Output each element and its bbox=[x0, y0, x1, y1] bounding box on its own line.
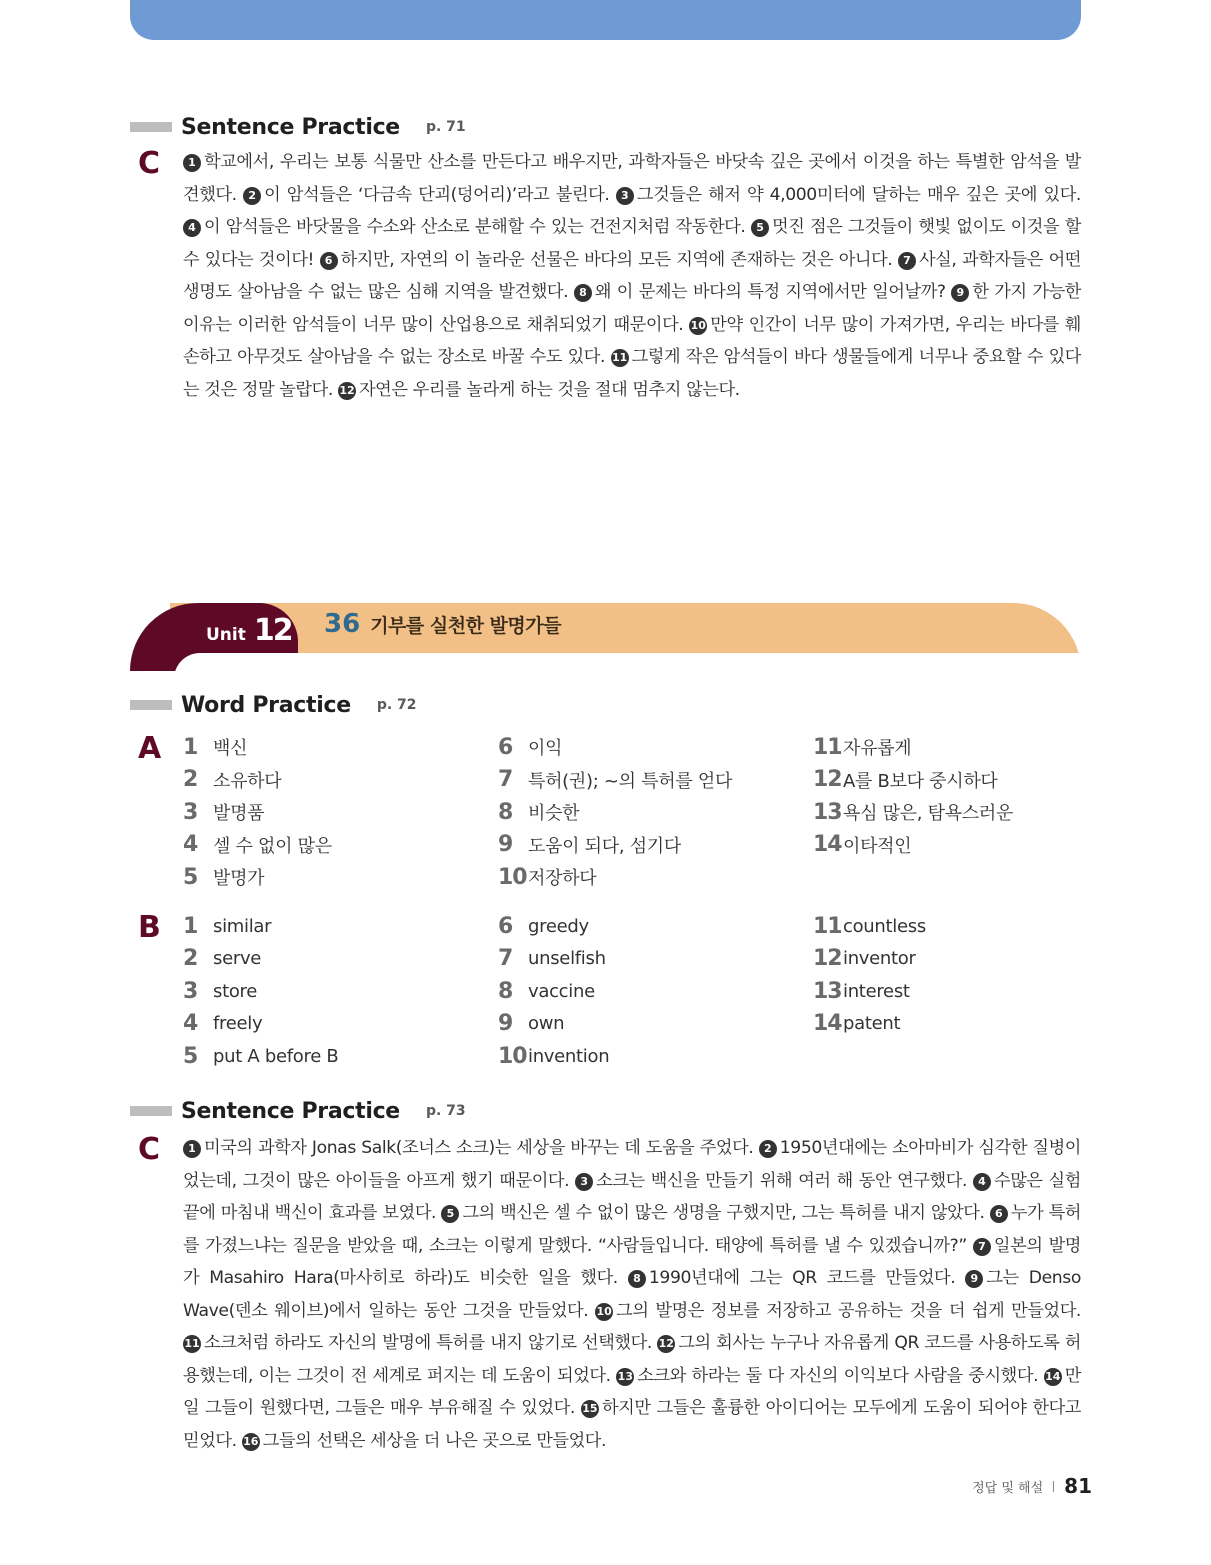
page-footer bbox=[972, 1474, 1092, 1498]
word-item-text: 저장하다 bbox=[528, 868, 597, 889]
sentence-number-marker: 3 bbox=[616, 187, 634, 205]
word-item bbox=[183, 975, 257, 1007]
word-item bbox=[183, 764, 281, 796]
section-marker-bar bbox=[130, 700, 172, 710]
word-item-text: put A before B bbox=[213, 1045, 339, 1067]
footer-divider bbox=[1053, 1481, 1054, 1492]
word-item bbox=[498, 764, 732, 796]
word-item-text: A를 B보다 중시하다 bbox=[843, 770, 998, 792]
word-item-text: 이타적인 bbox=[843, 835, 912, 857]
sentence-text: 일본의 발명가 Masahiro Hara(마사히로 하라)도 비슷한 일을 했다. bbox=[183, 1235, 1081, 1288]
sentence-text: 사실, 과학자들은 어떤 생명도 살아남을 수 없는 많은 심해 지역을 발견했다. bbox=[183, 249, 1081, 302]
sentence bbox=[183, 1333, 657, 1353]
section-header-sentence-practice-2 bbox=[130, 1096, 466, 1126]
word-item bbox=[183, 910, 271, 942]
word-item-text: 자유롭게 bbox=[843, 738, 912, 759]
word-item-number: 14 bbox=[813, 832, 842, 857]
sentence bbox=[441, 1203, 989, 1223]
sentence bbox=[183, 217, 751, 237]
sentence-text: 미국의 과학자 Jonas Salk(조너스 소크)는 세상을 바꾸는 데 도움을 주었다. bbox=[204, 1138, 754, 1158]
word-item-text: 이익 bbox=[528, 738, 563, 759]
word-item-number: 3 bbox=[183, 978, 198, 1004]
word-item bbox=[498, 1040, 609, 1072]
sentence bbox=[320, 250, 898, 270]
sentence-number-marker: 4 bbox=[973, 1173, 991, 1191]
footer-label: 정답 및 해설 bbox=[972, 1480, 1044, 1496]
sentence-text: 하지만, 자연의 이 놀라운 선물은 바다의 모든 지역에 존재하는 것은 아니다. bbox=[340, 249, 893, 270]
word-item bbox=[498, 829, 681, 861]
sentence-number-marker: 16 bbox=[242, 1433, 260, 1451]
sentence-text: 그의 백신은 셀 수 없이 많은 생명을 구했지만, 그는 특허를 내지 않았다. bbox=[462, 1203, 985, 1223]
word-item bbox=[498, 1008, 564, 1040]
sentence-number-marker: 2 bbox=[759, 1140, 777, 1158]
word-item-number: 13 bbox=[813, 799, 842, 825]
word-item-number: 8 bbox=[498, 799, 513, 825]
sentence-number-marker: 12 bbox=[657, 1335, 675, 1353]
sentence-number-marker: 11 bbox=[611, 349, 629, 367]
sentence-text: 이 암석들은 바닷물을 수소와 산소로 분해할 수 있는 건전지처럼 작동한다. bbox=[204, 217, 746, 237]
word-item bbox=[813, 1008, 900, 1040]
word-item-number: 2 bbox=[183, 767, 198, 792]
word-item-text: similar bbox=[213, 915, 272, 937]
word-item-text: 백신 bbox=[213, 738, 248, 759]
lesson-heading bbox=[324, 609, 561, 639]
sentence-number-marker: 6 bbox=[320, 252, 338, 270]
lesson-number: 36 bbox=[324, 609, 361, 639]
sentence-text: 이 암석들은 ‘다금속 단괴(덩어리)’라고 불린다. bbox=[264, 184, 610, 205]
sentence bbox=[575, 1171, 973, 1191]
section-marker-bar bbox=[130, 122, 172, 132]
word-item bbox=[183, 861, 264, 893]
word-item bbox=[183, 796, 264, 828]
sentence-text: 그것들은 해저 약 4,000미터에 달하는 매우 깊은 곳에 있다. bbox=[636, 184, 1081, 205]
sentence bbox=[243, 185, 616, 205]
exercise-letter-c: C bbox=[138, 1132, 161, 1167]
word-item-text: 도움이 되다, 섬기다 bbox=[528, 835, 681, 857]
word-item-number: 1 bbox=[183, 913, 198, 939]
unit-banner bbox=[130, 603, 1081, 671]
word-item-number: 5 bbox=[183, 864, 198, 890]
sentence-number-marker: 10 bbox=[689, 317, 707, 335]
exercise-letter-c: C bbox=[138, 146, 161, 181]
sentence-practice-paragraph-2 bbox=[183, 1132, 1081, 1457]
word-item-number: 12 bbox=[813, 946, 842, 971]
section-header-sentence-practice-1 bbox=[130, 112, 466, 142]
sentence-text: 1990년대에 그는 QR 코드를 만들었다. bbox=[648, 1268, 956, 1288]
sentence-text: 만일 그들이 원했다면, 그들은 매우 부유해질 수 있었다. bbox=[183, 1365, 1081, 1418]
word-item-number: 5 bbox=[183, 1043, 198, 1069]
word-item-text: serve bbox=[213, 948, 262, 969]
sentence-number-marker: 4 bbox=[183, 219, 201, 237]
section-page-ref: p. 72 bbox=[376, 697, 417, 713]
sentence-text: 소크는 백신을 만들기 위해 여러 해 동안 연구했다. bbox=[596, 1170, 968, 1191]
page-number: 81 bbox=[1064, 1474, 1092, 1498]
word-item-number: 11 bbox=[813, 913, 842, 939]
word-item-text: 발명품 bbox=[213, 803, 265, 824]
word-item-text: interest bbox=[843, 980, 910, 1002]
word-item bbox=[498, 861, 596, 893]
word-item-number: 6 bbox=[498, 913, 513, 939]
sentence-text: 하지만 그들은 훌륭한 아이디어는 모두에게 도움이 되어야 한다고 믿었다. bbox=[183, 1398, 1082, 1451]
word-item-text: own bbox=[528, 1013, 565, 1034]
section-marker-bar bbox=[130, 1106, 172, 1116]
word-item bbox=[813, 910, 926, 942]
sentence-number-marker: 8 bbox=[628, 1270, 646, 1288]
sentence-number-marker: 6 bbox=[990, 1205, 1008, 1223]
word-item-text: freely bbox=[213, 1013, 263, 1034]
sentence-text: 한 가지 가능한 이유는 이러한 암석들이 너무 많이 산업용으로 채취되었기 때문이다. bbox=[183, 282, 1081, 335]
sentence-number-marker: 15 bbox=[581, 1400, 599, 1418]
word-item-text: 소유하다 bbox=[213, 770, 282, 792]
sentence bbox=[616, 1366, 1043, 1386]
sentence-text: 소크처럼 하라도 자신의 발명에 특허를 내지 않기로 선택했다. bbox=[204, 1333, 652, 1353]
word-item bbox=[813, 829, 911, 861]
sentence bbox=[183, 1138, 759, 1158]
sentence-text: 소크와 하라는 둘 다 자신의 이익보다 사람을 중시했다. bbox=[637, 1365, 1039, 1386]
sentence-number-marker: 13 bbox=[616, 1368, 634, 1386]
word-item-number: 8 bbox=[498, 978, 513, 1004]
sentence bbox=[628, 1268, 965, 1288]
word-item bbox=[498, 910, 589, 942]
sentence-text: 그렇게 작은 암석들이 바다 생물들에게 너무나 중요할 수 있다는 것은 정말 놀랍다. bbox=[183, 347, 1081, 400]
unit-label: Unit 12 bbox=[206, 613, 292, 648]
sentence-number-marker: 5 bbox=[441, 1205, 459, 1223]
sentence-text: 그는 Denso Wave(덴소 웨이브)에서 일하는 동안 그것을 만들었다. bbox=[183, 1268, 1081, 1321]
word-item-number: 12 bbox=[813, 767, 842, 792]
sentence-number-marker: 3 bbox=[575, 1173, 593, 1191]
unit-number: 12 bbox=[253, 613, 292, 648]
sentence-text: 학교에서, 우리는 보통 식물만 산소를 만든다고 배우지만, 과학자들은 바닷속 깊은 곳에서 이것을 하는 특별한 암석을 발견했다. bbox=[183, 152, 1081, 205]
word-item-number: 2 bbox=[183, 946, 198, 971]
word-item-text: 특허(권); ~의 특허를 얻다 bbox=[528, 770, 733, 792]
sentence-number-marker: 1 bbox=[183, 154, 201, 172]
word-item bbox=[183, 1040, 338, 1072]
sentence-number-marker: 10 bbox=[595, 1303, 613, 1321]
sentence bbox=[595, 1301, 1081, 1321]
word-item-number: 6 bbox=[498, 734, 513, 760]
sentence-number-marker: 7 bbox=[898, 252, 916, 270]
sentence-text: 멋진 점은 그것들이 햇빛 없이도 이것을 할 수 있다는 것이다! bbox=[183, 217, 1081, 270]
sentence-number-marker: 11 bbox=[183, 1335, 201, 1353]
word-item bbox=[498, 943, 606, 975]
section-page-ref: p. 73 bbox=[425, 1103, 466, 1119]
section-title: Sentence Practice bbox=[181, 1098, 400, 1124]
sentence-number-marker: 9 bbox=[951, 284, 969, 302]
section-page-ref: p. 71 bbox=[425, 119, 466, 135]
word-item-number: 7 bbox=[498, 946, 513, 971]
word-item-text: inventor bbox=[843, 948, 916, 969]
word-item-number: 11 bbox=[813, 734, 842, 760]
sentence-text: 1950년대에는 소아마비가 심각한 질병이었는데, 그것이 많은 아이들을 아프게 했기 때문이다. bbox=[183, 1138, 1081, 1191]
sentence bbox=[574, 282, 951, 302]
sentence-text: 만약 인간이 너무 많이 가져가면, 우리는 바다를 훼손하고 아무것도 살아남을 수 없는 장소로 바꿀 수도 있다. bbox=[183, 314, 1082, 367]
section-title: Word Practice bbox=[181, 692, 351, 718]
word-item bbox=[813, 764, 998, 796]
word-item bbox=[498, 975, 595, 1007]
sentence-number-marker: 8 bbox=[574, 284, 592, 302]
sentence-number-marker: 14 bbox=[1044, 1368, 1062, 1386]
word-item bbox=[183, 731, 247, 763]
word-item-text: 발명가 bbox=[213, 868, 265, 889]
word-item-number: 10 bbox=[498, 1043, 527, 1069]
word-item-text: store bbox=[213, 980, 258, 1002]
sentence-text: 수많은 실험 끝에 마침내 백신이 효과를 보였다. bbox=[183, 1170, 1081, 1223]
word-item-text: countless bbox=[843, 915, 926, 937]
word-item-number: 3 bbox=[183, 799, 198, 825]
sentence bbox=[242, 1431, 606, 1451]
word-item-number: 4 bbox=[183, 832, 198, 857]
word-item bbox=[498, 731, 562, 763]
lesson-title: 기부를 실천한 발명가들 bbox=[370, 615, 561, 637]
sentence bbox=[338, 380, 740, 400]
word-item-number: 4 bbox=[183, 1011, 198, 1036]
exercise-letter-b: B bbox=[138, 910, 161, 945]
sentence-text: 그의 발명은 정보를 저장하고 공유하는 것을 더 쉽게 만들었다. bbox=[616, 1300, 1081, 1321]
sentence-number-marker: 9 bbox=[965, 1270, 983, 1288]
section-title: Sentence Practice bbox=[181, 114, 400, 140]
section-header-word-practice bbox=[130, 690, 417, 720]
word-item-text: 비슷한 bbox=[528, 803, 580, 824]
sentence-number-marker: 5 bbox=[751, 219, 769, 237]
word-item bbox=[813, 731, 911, 763]
sentence-text: 누가 특허를 가졌느냐는 질문을 받았을 때, 소크는 이렇게 말했다. “사람들입니다. 태양에 특허를 낼 수 있겠습니까?” bbox=[183, 1203, 1081, 1256]
word-item bbox=[813, 796, 1013, 828]
sentence-number-marker: 1 bbox=[183, 1140, 201, 1158]
word-item bbox=[498, 796, 579, 828]
word-item-text: patent bbox=[843, 1013, 901, 1034]
word-item bbox=[813, 943, 916, 975]
word-item-text: greedy bbox=[528, 915, 589, 937]
word-item-text: invention bbox=[528, 1045, 610, 1067]
word-item-number: 10 bbox=[498, 864, 527, 890]
sentence-text: 왜 이 문제는 바다의 특정 지역에서만 일어날까? bbox=[594, 282, 946, 302]
sentence-text: 그의 회사는 누구나 자유롭게 QR 코드를 사용하도록 허용했는데, 이는 그것이 전 세계로 퍼지는 데 도움이 되었다. bbox=[183, 1333, 1081, 1386]
word-item-text: 셀 수 없이 많은 bbox=[213, 835, 332, 857]
word-item-number: 9 bbox=[498, 1011, 513, 1036]
word-item bbox=[183, 1008, 262, 1040]
sentence-practice-paragraph-1 bbox=[183, 146, 1081, 406]
word-item-text: unselfish bbox=[528, 948, 606, 969]
sentence-number-marker: 7 bbox=[973, 1238, 991, 1256]
word-item-text: 욕심 많은, 탐욕스러운 bbox=[843, 803, 1014, 824]
top-color-band bbox=[130, 0, 1081, 40]
sentence-number-marker: 2 bbox=[243, 187, 261, 205]
exercise-letter-a: A bbox=[138, 731, 162, 766]
word-item-number: 13 bbox=[813, 978, 842, 1004]
word-item-text: vaccine bbox=[528, 980, 595, 1002]
sentence bbox=[616, 185, 1081, 205]
word-item bbox=[813, 975, 910, 1007]
word-item bbox=[183, 943, 261, 975]
word-item-number: 9 bbox=[498, 832, 513, 857]
word-item-number: 1 bbox=[183, 734, 198, 760]
word-item bbox=[183, 829, 332, 861]
word-item-number: 14 bbox=[813, 1011, 842, 1036]
sentence-number-marker: 12 bbox=[338, 382, 356, 400]
sentence-text: 그들의 선택은 세상을 더 나은 곳으로 만들었다. bbox=[262, 1430, 607, 1451]
sentence-text: 자연은 우리를 놀라게 하는 것을 절대 멈추지 않는다. bbox=[358, 379, 740, 400]
word-item-number: 7 bbox=[498, 767, 513, 792]
